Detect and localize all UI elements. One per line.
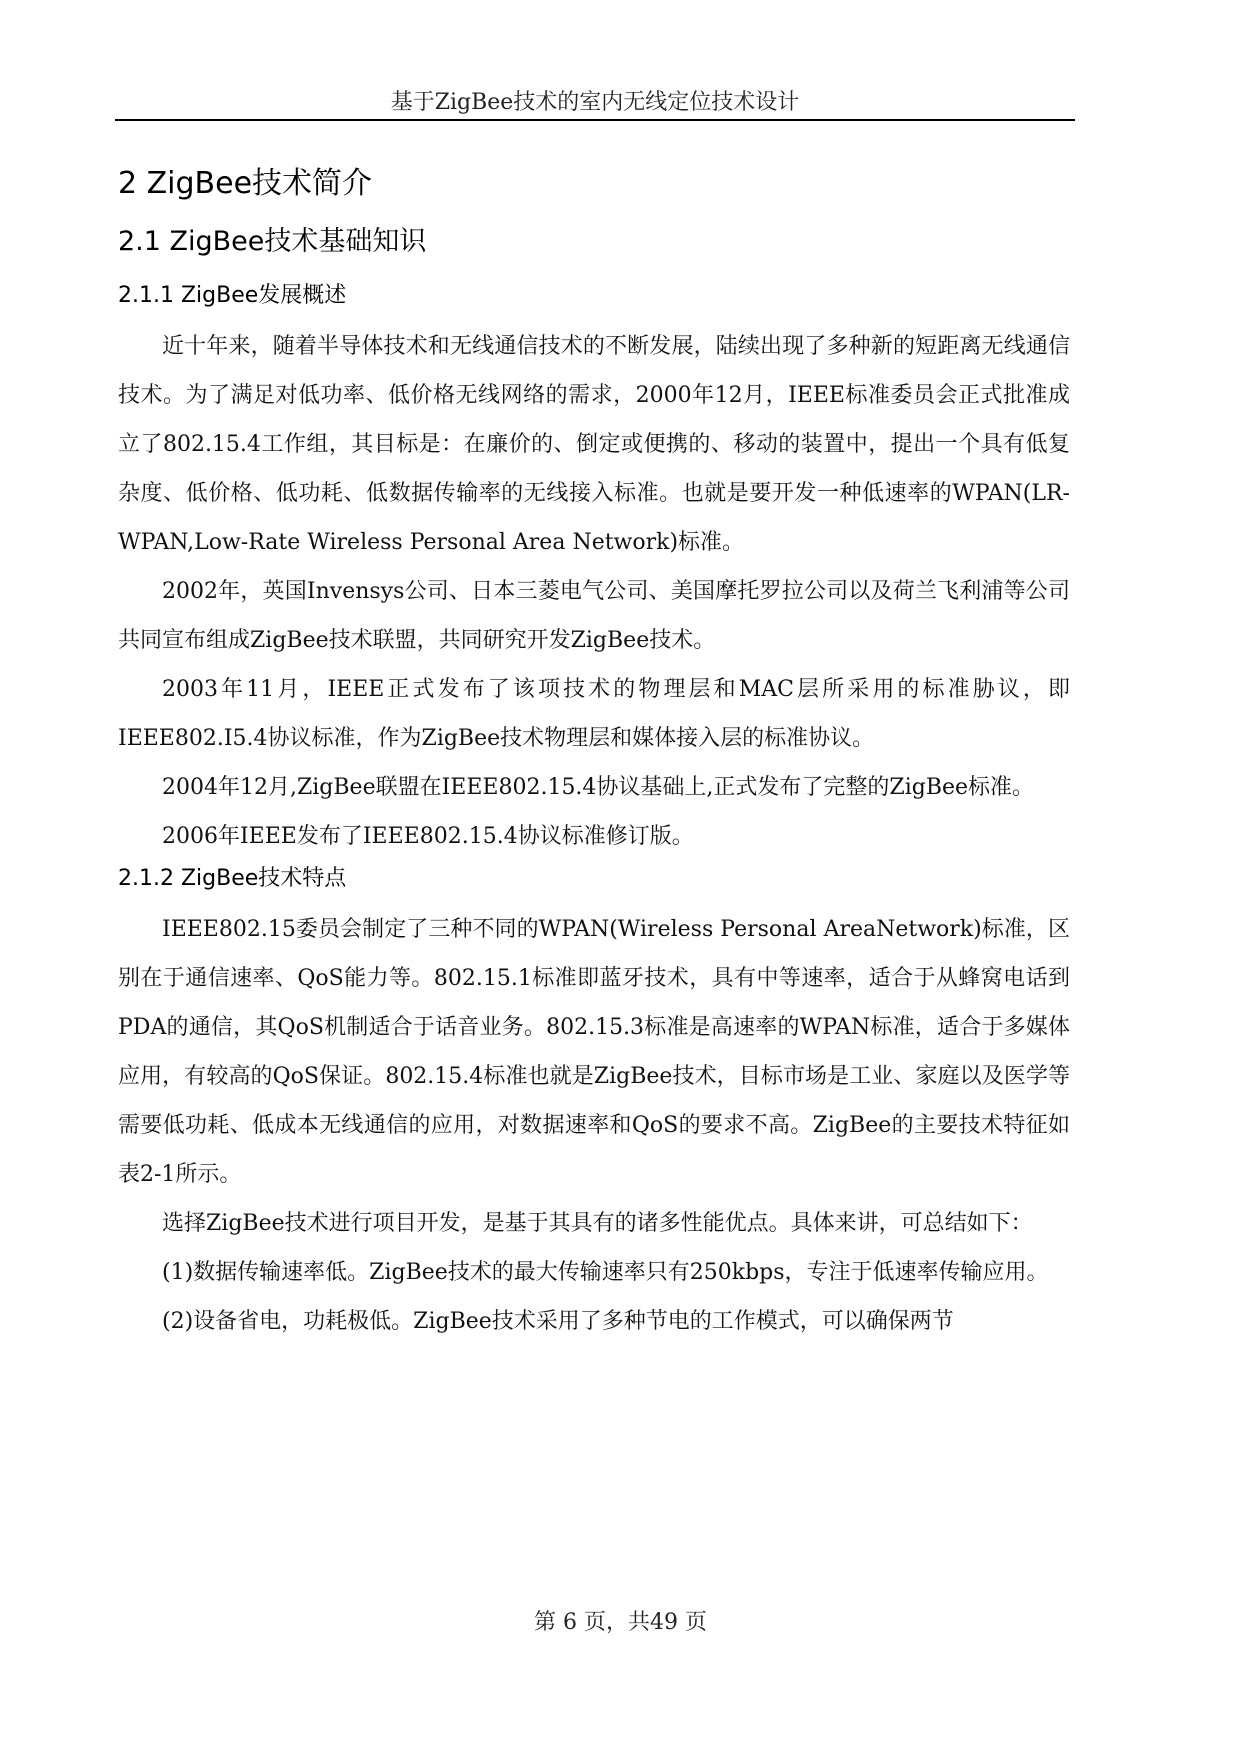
paragraph: 选择ZigBee技术进行项目开发，是基于其具有的诸多性能优点。具体来讲，可总结如下： [162, 1211, 1033, 1236]
paragraph: 近十年来，随着半导体技术和无线通信技术的不断发展，陆续出现了多种新的短距离无线通信技术。为了满足对低功率、低价格无线网络的需求，2000年12月，IEEE标准委员会正式批准成立了802.15.4工作组，其目标是：在廉价的、倒定或便携的、移动的装置中，提出一个具有低复杂度、低价格、低功耗、低数据传输率的无线接入标准。也就是要开发一种低速率的WPAN(LR-WPAN,Low-Rate Wireless Personal Area Network)标准。 [118, 334, 1070, 555]
paragraph: (2)设备省电，功耗极低。ZigBee技术采用了多种节电的工作模式，可以确保两节 [162, 1309, 954, 1334]
subsection-title-2-1-1: 2.1.1 ZigBee发展概述 [118, 283, 347, 308]
paragraph: (1)数据传输速率低。ZigBee技术的最大传输速率只有250kbps，专注于低速率传输应用。 [162, 1260, 1049, 1285]
subsection-title-2-1-2: 2.1.2 ZigBee技术特点 [118, 866, 347, 891]
running-header: 基于ZigBee技术的室内无线定位技术设计 [390, 90, 800, 115]
paragraph: IEEE802.15委员会制定了三种不同的WPAN(Wireless Personal AreaNetwork)标准，区别在于通信速率、QoS能力等。802.15.1标准即蓝牙技术，具有中等速率，适合于从蜂窝电话到PDA的通信，其QoS机制适合于话音业务。802.15.3标准是高速率的WPAN标准，适合于多媒体应用，有较高的QoS保证。802.15.4标准也就是ZigBee技术，目标市场是工业、家庭以及医学等需要低功耗、低成本无线通信的应用，对数据速率和QoS的要求不高。ZigBee的主要技术特征如表2-1所示。 [118, 917, 1070, 1187]
paragraph: 2002年，英国Invensys公司、日本三菱电气公司、美国摩托罗拉公司以及荷兰飞利浦等公司共同宣布组成ZigBee技术联盟，共同研究开发ZigBee技术。 [118, 579, 1070, 653]
paragraph: 2006年IEEE发布了IEEE802.15.4协议标准修订版。 [162, 824, 694, 849]
header-rule [115, 119, 1075, 121]
page-number: 第 6 页，共49 页 [534, 1610, 707, 1635]
document-body [118, 158, 1070, 1346]
paragraph: 2003年11月，IEEE正式发布了该项技术的物理层和MAC层所采用的标准胁议，即IEEE802.I5.4协议标准，作为ZigBee技术物理层和媒体接入层的标准协议。 [118, 677, 1070, 751]
chapter-title: 2 ZigBee技术简介 [118, 166, 373, 201]
paragraph: 2004年12月,ZigBee联盟在IEEE802.15.4协议基础上,正式发布了完整的ZigBee标准。 [162, 775, 1035, 800]
section-title-2-1: 2.1 ZigBee技术基础知识 [118, 226, 427, 257]
